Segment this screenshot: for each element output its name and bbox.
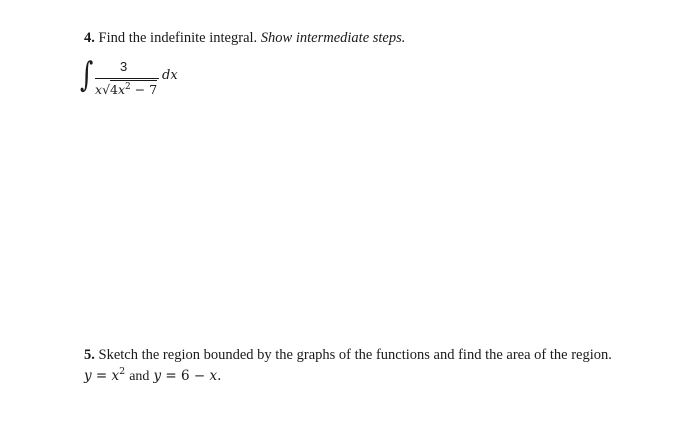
radicand-variable: x xyxy=(117,82,126,97)
eq1-equals: = xyxy=(91,368,112,384)
differential: dx xyxy=(162,68,178,83)
problem-4-heading xyxy=(84,29,405,47)
eq1-exponent: 2 xyxy=(119,366,126,377)
eq2-lhs: y xyxy=(153,368,162,384)
eq2-rhs: = 6 − xyxy=(161,368,210,384)
radicand-exponent: 2 xyxy=(125,82,131,92)
problem-4-instruction-italic: Show intermediate steps. xyxy=(260,30,406,46)
integral-expression xyxy=(80,50,220,112)
problem-5-instruction: Sketch the region bounded by the graphs of the functions and find the area of the region. xyxy=(98,347,612,363)
problem-5-equations xyxy=(84,363,221,386)
radicand-rest: − 7 xyxy=(130,82,158,97)
integral-sign: ∫ xyxy=(80,55,94,95)
and-connector: and xyxy=(129,369,150,384)
problem-4-number: 4. xyxy=(84,30,95,46)
integral-denominator xyxy=(95,79,157,98)
equation-2 xyxy=(153,368,221,384)
equation-1 xyxy=(84,368,125,384)
integral-numerator: 3 xyxy=(120,59,128,74)
problem-4-instruction: Find the indefinite integral. xyxy=(98,30,258,46)
radicand xyxy=(110,80,157,97)
problem-5-number: 5. xyxy=(84,347,95,363)
radicand-coefficient: 4 xyxy=(110,82,118,97)
radical-sign: √ xyxy=(102,82,111,97)
eq2-variable: x xyxy=(209,368,218,384)
eq2-period: . xyxy=(217,368,222,384)
problem-5-heading xyxy=(84,346,612,364)
eq1-rhs-variable: x xyxy=(111,368,120,384)
eq1-lhs: y xyxy=(84,368,92,384)
denominator-x: x xyxy=(95,82,103,97)
